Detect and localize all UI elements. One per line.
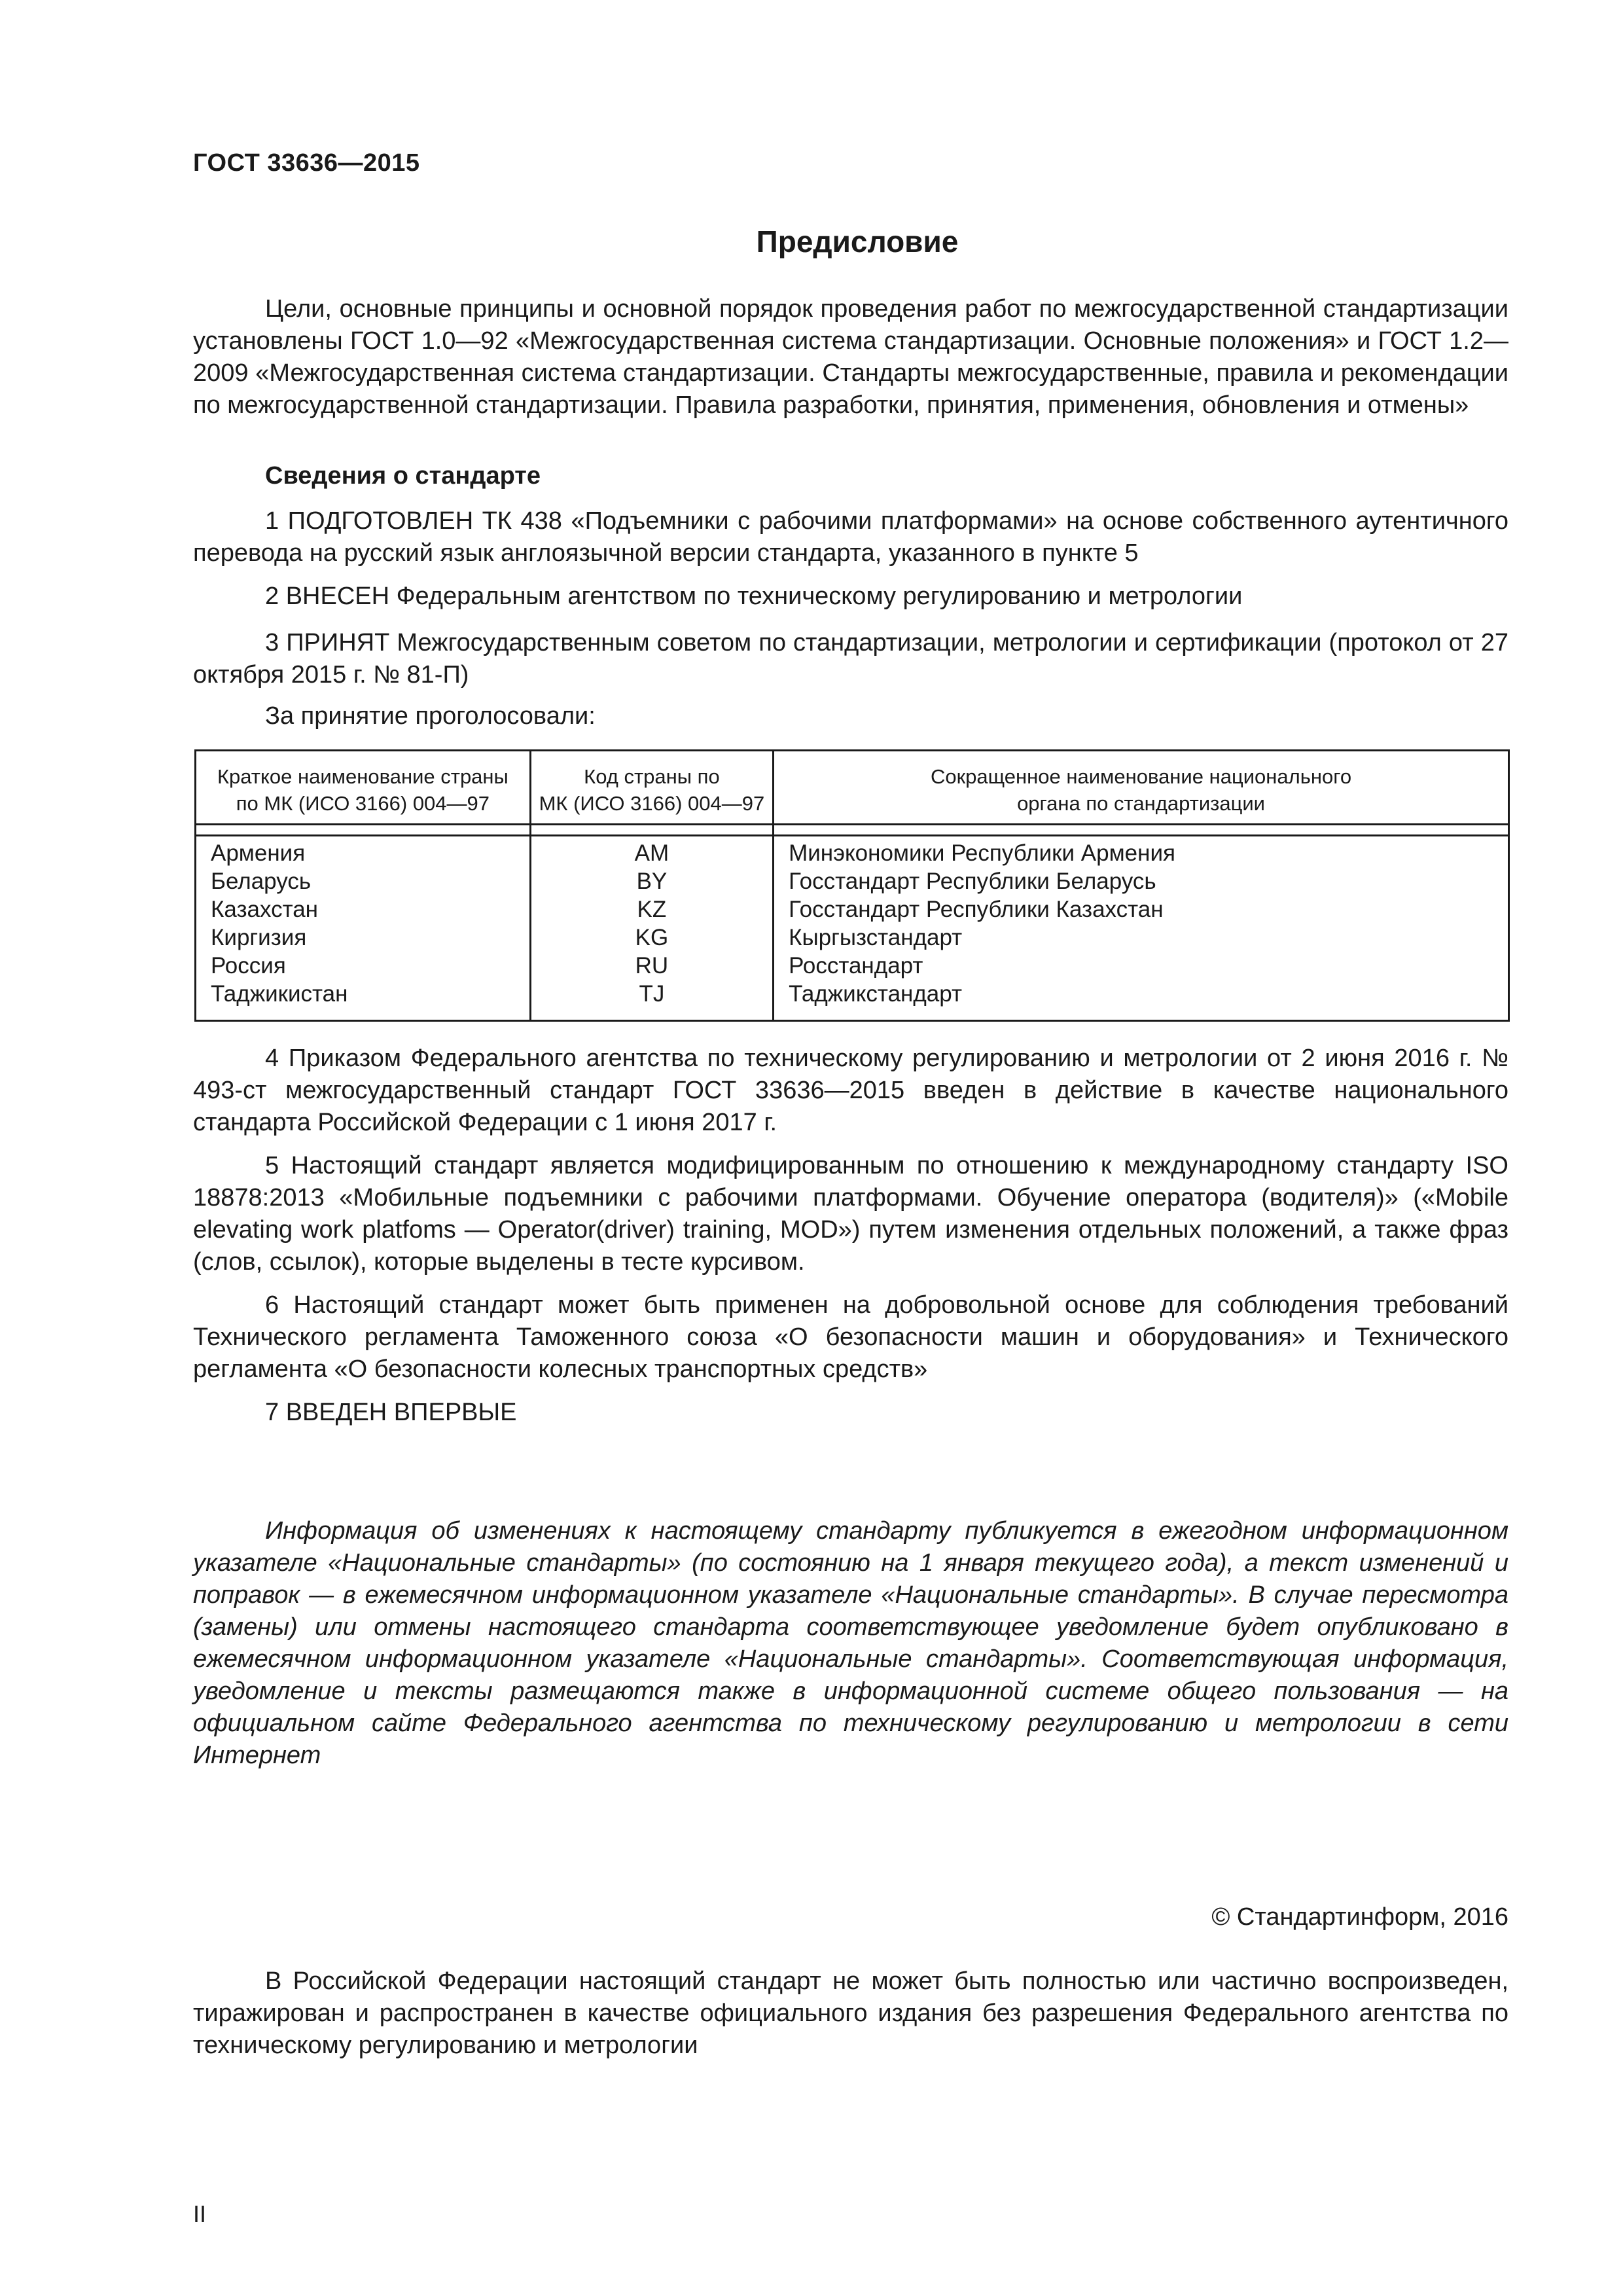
standards-body: Минэкономики Республики Армения — [789, 840, 1175, 866]
intro-paragraph: Цели, основные принципы и основной порядок проведения работ по межгосударственной стандартизации установлены ГОСТ 1.0—92 «Межгосударственная система стандартизации. Основные положения» и ГОСТ 1.2—2009 «Межгосударственная система стандартизации. Стандарты межгосударственные, правила и рекомендации по межгосударственной стандартизации. Правила разработки, принятия, применения, обновления и отмены» — [193, 295, 1508, 419]
header-separator — [196, 825, 1509, 836]
header-code: Код страны по МК (ИСО 3166) 004—97 — [530, 751, 773, 825]
page-title: Предисловие — [756, 224, 959, 259]
item-5: 5 Настоящий стандарт является модифицированным по отношению к международному стандарту ISO 18878:2013 «Мобильные подъемники с рабочими платформами. Обучение оператора (водителя)» («Mobile elevating work platfoms — Operator(driver) training, MOD») путем изменения отдельных положений, а также фраз (слов, ссылок), которые выделены в тесте курсивом. — [193, 1152, 1508, 1276]
country-name: Беларусь — [211, 869, 312, 894]
header-country: Краткое наименование страны по МК (ИСО 3166) 004—97 — [196, 751, 531, 825]
item-3: 3 ПРИНЯТ Межгосударственным советом по стандартизации, метрологии и сертификации (протокол от 27 октября 2015 г. № 81-П) — [193, 629, 1508, 689]
country-column — [196, 836, 531, 1021]
country-name: Армения — [211, 840, 306, 866]
voted-label: За принятие проголосовали: — [265, 702, 596, 730]
code-column — [530, 836, 773, 1021]
country-name: Казахстан — [211, 897, 319, 922]
document-code: ГОСТ 33636—2015 — [193, 149, 420, 177]
standards-body: Кыргызстандарт — [789, 925, 963, 950]
header-body: Сокращенное наименование национального органа по стандартизации — [774, 751, 1509, 825]
country-name: Киргизия — [211, 925, 307, 950]
page-number: II — [193, 2200, 207, 2227]
standards-body: Госстандарт Республики Беларусь — [789, 869, 1156, 894]
body-column — [774, 836, 1509, 1021]
country-name: Россия — [211, 953, 286, 978]
standards-body: Госстандарт Республики Казахстан — [789, 897, 1164, 922]
country-name: Таджикистан — [211, 981, 348, 1007]
info-notice: Информация об изменениях к настоящему стандарту публикуется в ежегодном информационном указателе «Национальные стандарты» (по состоянию на 1 января текущего года), а текст изменений и поправок — в ежемесячном информационном указателе «Национальные стандарты». В случае пересмотра (замены) или отмены настоящего стандарта соответствующее уведомление будет опубликовано в ежемесячном информационном указателе «Национальные стандарты». Соответствующая информация, уведомление и тексты размещаются также в информационной системе общего пользования — на официальном сайте Федерального агентства по техническому регулированию и метрологии в сети Интернет — [193, 1517, 1508, 1769]
copyright: © Стандартинформ, 2016 — [1211, 1903, 1508, 1931]
standard-info-heading: Сведения о стандарте — [265, 462, 541, 490]
standards-body: Росстандарт — [789, 953, 923, 978]
country-code: BY — [636, 869, 668, 894]
table-header-row — [196, 751, 1509, 825]
country-code: KZ — [637, 897, 667, 922]
country-code: TJ — [639, 981, 665, 1007]
country-code: RU — [635, 953, 669, 978]
table-row — [196, 836, 1509, 1021]
item-2: 2 ВНЕСЕН Федеральным агентством по техническому регулированию и метрологии — [265, 583, 1243, 610]
item-1: 1 ПОДГОТОВЛЕН ТК 438 «Подъемники с рабочими платформами» на основе собственного аутентичного перевода на русский язык англоязычной версии стандарта, указанного в пункте 5 — [193, 507, 1508, 567]
votes-table — [194, 749, 1510, 1022]
item-6: 6 Настоящий стандарт может быть применен на добровольной основе для соблюдения требований Технического регламента Таможенного союза «О безопасности машин и оборудования» и Технического регламента «О безопасности колесных транспортных средств» — [193, 1291, 1508, 1383]
standards-body: Таджикстандарт — [789, 981, 962, 1007]
country-code: KG — [635, 925, 669, 950]
item-7: 7 ВВЕДЕН ВПЕРВЫЕ — [265, 1399, 517, 1426]
country-code: AM — [634, 840, 669, 866]
restriction-paragraph: В Российской Федерации настоящий стандарт не может быть полностью или частично воспроизведен, тиражирован и распространен в качестве официального издания без разрешения Федерального агентства по техническому регулированию и метрологии — [193, 1967, 1508, 2059]
item-4: 4 Приказом Федерального агентства по техническому регулированию и метрологии от 2 июня 2016 г. № 493-ст межгосударственный стандарт ГОСТ 33636—2015 введен в действие в качестве национального стандарта Российской Федерации с 1 июня 2017 г. — [193, 1045, 1508, 1136]
